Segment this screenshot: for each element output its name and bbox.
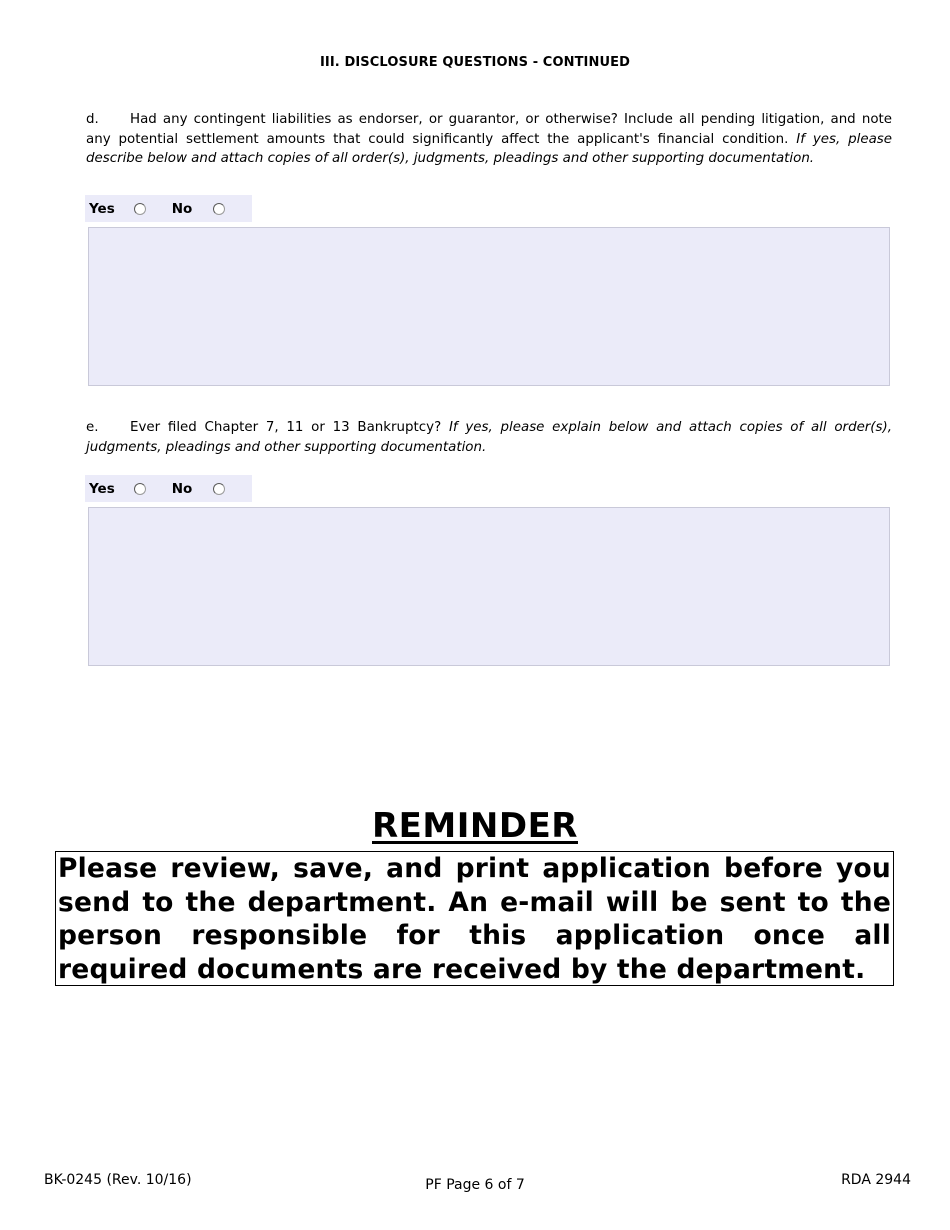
question-d-yes-no <box>85 195 252 222</box>
footer-form-id: BK-0245 (Rev. 10/16) <box>44 1172 192 1188</box>
question-e <box>86 418 892 457</box>
question-d-yes-label: Yes <box>89 200 115 217</box>
question-d-yes-radio[interactable] <box>134 203 146 215</box>
question-e-instructions: If yes, please explain below and attach copies of all order(s), judgments, pleadings and other supporting documentation. <box>86 420 892 455</box>
question-e-text: Ever filed Chapter 7, 11 or 13 Bankruptcy? <box>130 420 449 435</box>
section-title: III. DISCLOSURE QUESTIONS - CONTINUED <box>320 55 630 70</box>
question-e-letter: e. <box>86 420 99 435</box>
question-e-explanation-textarea[interactable] <box>88 507 890 666</box>
question-d-no-radio[interactable] <box>213 203 225 215</box>
question-e-yes-no <box>85 475 252 502</box>
footer-page-number: PF Page 6 of 7 <box>425 1177 525 1193</box>
question-d-text: Had any contingent liabilities as endorser, or guarantor, or otherwise? Include all pending litigation, and note any potential settlement amounts that could significantly affect the applicant's financial condition. <box>86 112 892 147</box>
question-d-letter: d. <box>86 112 99 127</box>
question-d-instructions: If yes, please describe below and attach copies of all order(s), judgments, pleadings and other supporting documentation. <box>86 131 893 166</box>
question-e-no-label: No <box>171 480 193 497</box>
question-e-no-radio[interactable] <box>213 483 225 495</box>
reminder-box <box>55 851 894 986</box>
question-d-no-label: No <box>171 200 193 217</box>
reminder-title: REMINDER <box>372 806 578 846</box>
question-d <box>86 110 892 169</box>
reminder-text: Please review, save, and print application before you send to the department. An e-mail will be sent to the person responsible for this application once all required documents are received by the department. <box>58 853 891 985</box>
question-e-yes-radio[interactable] <box>134 483 146 495</box>
question-e-yes-label: Yes <box>89 480 115 497</box>
footer-code: RDA 2944 <box>841 1172 911 1188</box>
question-d-explanation-textarea[interactable] <box>88 227 890 386</box>
